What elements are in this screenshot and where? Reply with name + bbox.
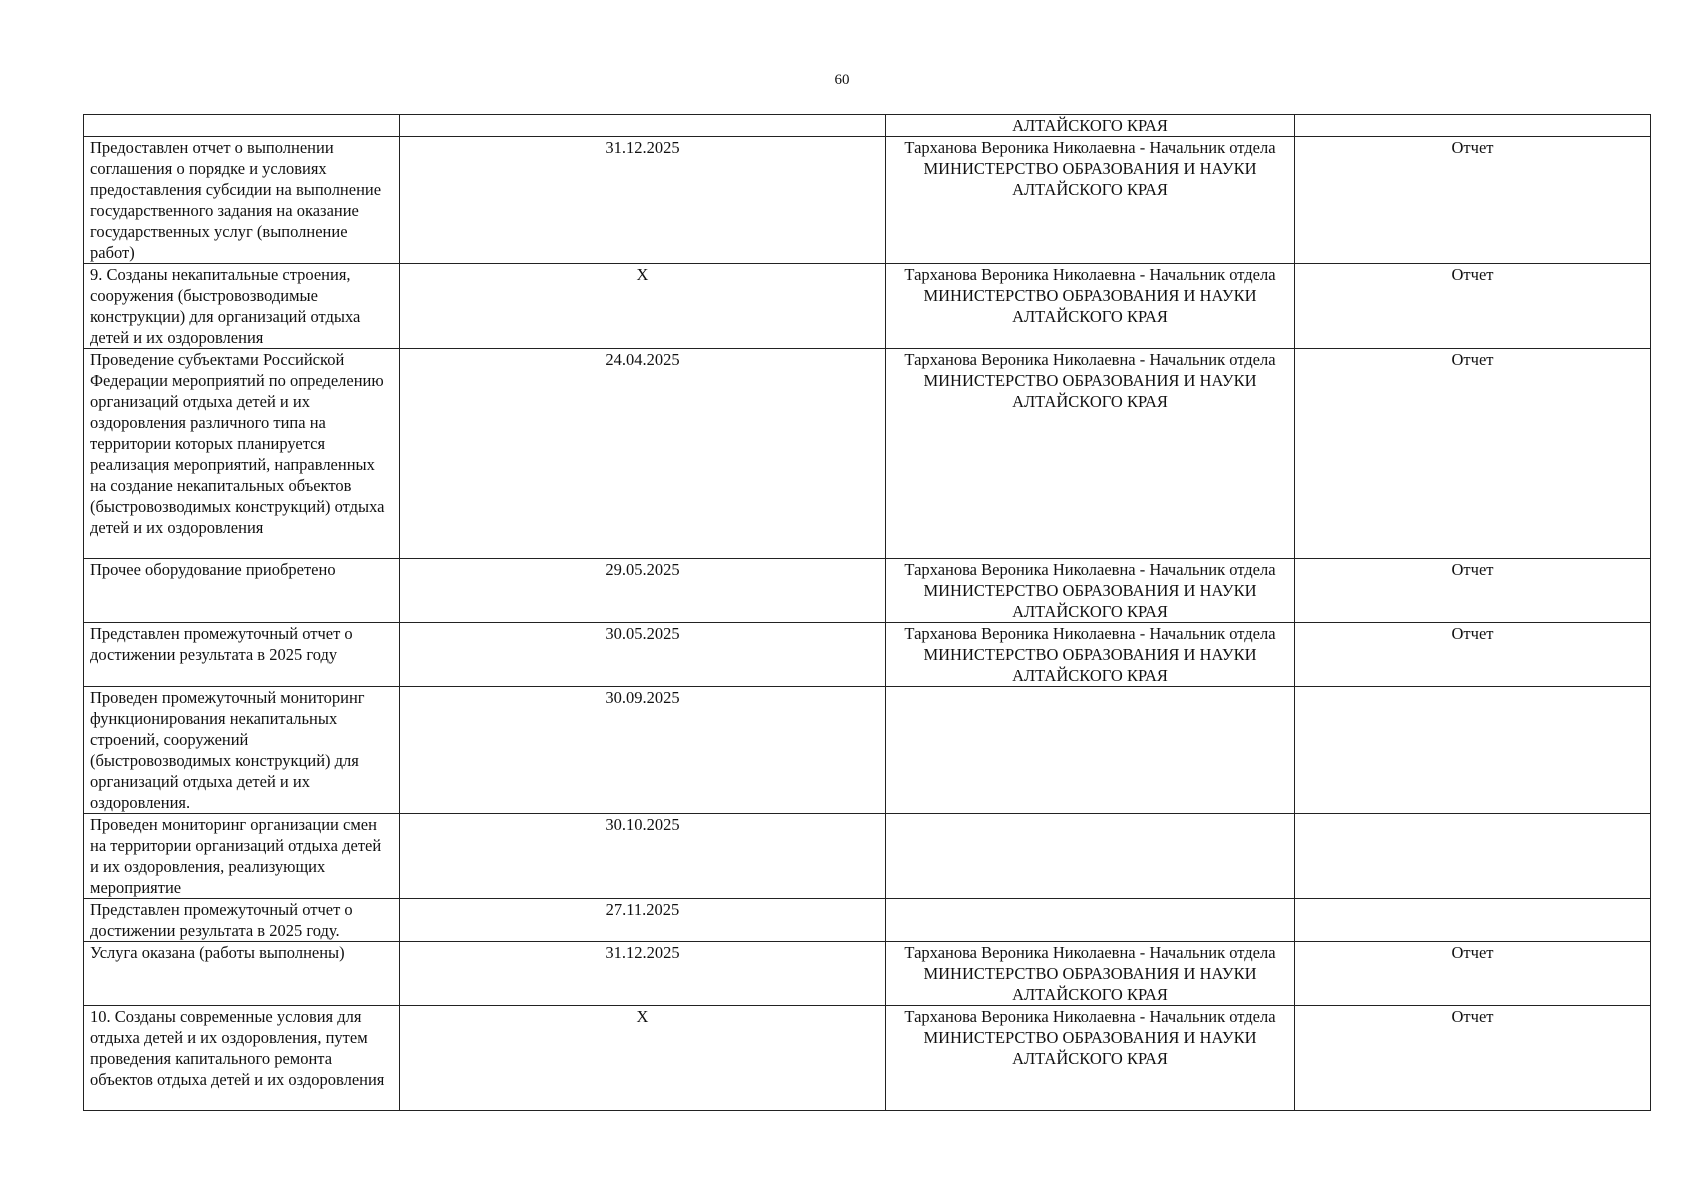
cell-date: 27.11.2025	[400, 899, 886, 942]
responsible-ministry: МИНИСТЕРСТВО ОБРАЗОВАНИЯ И НАУКИ	[923, 1028, 1257, 1047]
table-row	[84, 349, 1651, 559]
cell-name: 10. Созданы современные условия для отдыха детей и их оздоровления, путем проведения капитального ремонта объектов отдыха детей и их оздоровления	[84, 1006, 400, 1111]
cell-date: 30.10.2025	[400, 814, 886, 899]
cell-responsible	[886, 115, 1295, 137]
cell-responsible	[886, 623, 1295, 687]
cell-document: Отчет	[1295, 137, 1651, 264]
responsible-person: Тарханова Вероника Николаевна - Начальник отдела	[904, 138, 1276, 157]
responsible-region: АЛТАЙСКОГО КРАЯ	[1012, 307, 1168, 326]
table-row	[84, 899, 1651, 942]
cell-date: 30.05.2025	[400, 623, 886, 687]
cell-date: Х	[400, 264, 886, 349]
cell-name: Проведение субъектами Российской Федерации мероприятий по определению организаций отдыха детей и их оздоровления различного типа на территории которых планируется реализация мероприятий, направленных на создание некапитальных объектов (быстровозводимых конструкций) отдыха детей и их оздоровления	[84, 349, 400, 559]
cell-date: 29.05.2025	[400, 559, 886, 623]
responsible-region: АЛТАЙСКОГО КРАЯ	[1012, 666, 1168, 685]
cell-name: Проведен промежуточный мониторинг функционирования некапитальных строений, сооружений (быстровозводимых конструкций) для организаций отдыха детей и их оздоровления.	[84, 687, 400, 814]
plan-table	[83, 114, 1651, 1111]
responsible-ministry: МИНИСТЕРСТВО ОБРАЗОВАНИЯ И НАУКИ	[923, 159, 1257, 178]
table-row	[84, 559, 1651, 623]
cell-name: Прочее оборудование приобретено	[84, 559, 400, 623]
responsible-region: АЛТАЙСКОГО КРАЯ	[1012, 1049, 1168, 1068]
cell-document	[1295, 814, 1651, 899]
responsible-person: Тарханова Вероника Николаевна - Начальник отдела	[904, 350, 1276, 369]
responsible-person: Тарханова Вероника Николаевна - Начальник отдела	[904, 943, 1276, 962]
responsible-region: АЛТАЙСКОГО КРАЯ	[1012, 985, 1168, 1004]
cell-name: 9. Созданы некапитальные строения, сооружения (быстровозводимые конструкции) для организаций отдыха детей и их оздоровления	[84, 264, 400, 349]
cell-document: Отчет	[1295, 1006, 1651, 1111]
cell-document	[1295, 115, 1651, 137]
responsible-ministry: МИНИСТЕРСТВО ОБРАЗОВАНИЯ И НАУКИ	[923, 645, 1257, 664]
cell-name	[84, 115, 400, 137]
cell-date: 31.12.2025	[400, 942, 886, 1006]
table-row	[84, 687, 1651, 814]
cell-responsible	[886, 264, 1295, 349]
table-row	[84, 942, 1651, 1006]
responsible-line: АЛТАЙСКОГО КРАЯ	[1012, 116, 1168, 135]
cell-document	[1295, 899, 1651, 942]
cell-name: Услуга оказана (работы выполнены)	[84, 942, 400, 1006]
cell-name: Представлен промежуточный отчет о достижении результата в 2025 году	[84, 623, 400, 687]
cell-document: Отчет	[1295, 623, 1651, 687]
cell-responsible	[886, 899, 1295, 942]
table-row	[84, 137, 1651, 264]
responsible-region: АЛТАЙСКОГО КРАЯ	[1012, 392, 1168, 411]
table-row	[84, 115, 1651, 137]
cell-date: Х	[400, 1006, 886, 1111]
cell-date: 31.12.2025	[400, 137, 886, 264]
cell-responsible	[886, 1006, 1295, 1111]
cell-responsible	[886, 814, 1295, 899]
cell-document: Отчет	[1295, 942, 1651, 1006]
cell-responsible	[886, 687, 1295, 814]
cell-responsible	[886, 942, 1295, 1006]
responsible-ministry: МИНИСТЕРСТВО ОБРАЗОВАНИЯ И НАУКИ	[923, 964, 1257, 983]
cell-document: Отчет	[1295, 559, 1651, 623]
table-row	[84, 814, 1651, 899]
responsible-person: Тарханова Вероника Николаевна - Начальник отдела	[904, 624, 1276, 643]
responsible-region: АЛТАЙСКОГО КРАЯ	[1012, 602, 1168, 621]
cell-date: 24.04.2025	[400, 349, 886, 559]
cell-date: 30.09.2025	[400, 687, 886, 814]
table-row	[84, 1006, 1651, 1111]
cell-name: Представлен промежуточный отчет о достижении результата в 2025 году.	[84, 899, 400, 942]
responsible-person: Тарханова Вероника Николаевна - Начальник отдела	[904, 265, 1276, 284]
cell-document: Отчет	[1295, 349, 1651, 559]
responsible-ministry: МИНИСТЕРСТВО ОБРАЗОВАНИЯ И НАУКИ	[923, 581, 1257, 600]
cell-document	[1295, 687, 1651, 814]
responsible-person: Тарханова Вероника Николаевна - Начальник отдела	[904, 560, 1276, 579]
responsible-person: Тарханова Вероника Николаевна - Начальник отдела	[904, 1007, 1276, 1026]
responsible-region: АЛТАЙСКОГО КРАЯ	[1012, 180, 1168, 199]
cell-date	[400, 115, 886, 137]
table-row	[84, 623, 1651, 687]
responsible-ministry: МИНИСТЕРСТВО ОБРАЗОВАНИЯ И НАУКИ	[923, 371, 1257, 390]
cell-name: Предоставлен отчет о выполнении соглашения о порядке и условиях предоставления субсидии на выполнение государственного задания на оказание государственных услуг (выполнение работ)	[84, 137, 400, 264]
responsible-ministry: МИНИСТЕРСТВО ОБРАЗОВАНИЯ И НАУКИ	[923, 286, 1257, 305]
cell-responsible	[886, 137, 1295, 264]
cell-document: Отчет	[1295, 264, 1651, 349]
cell-name: Проведен мониторинг организации смен на территории организаций отдыха детей и их оздоровления, реализующих мероприятие	[84, 814, 400, 899]
cell-responsible	[886, 559, 1295, 623]
table-row	[84, 264, 1651, 349]
cell-responsible	[886, 349, 1295, 559]
page-number: 60	[834, 72, 850, 88]
